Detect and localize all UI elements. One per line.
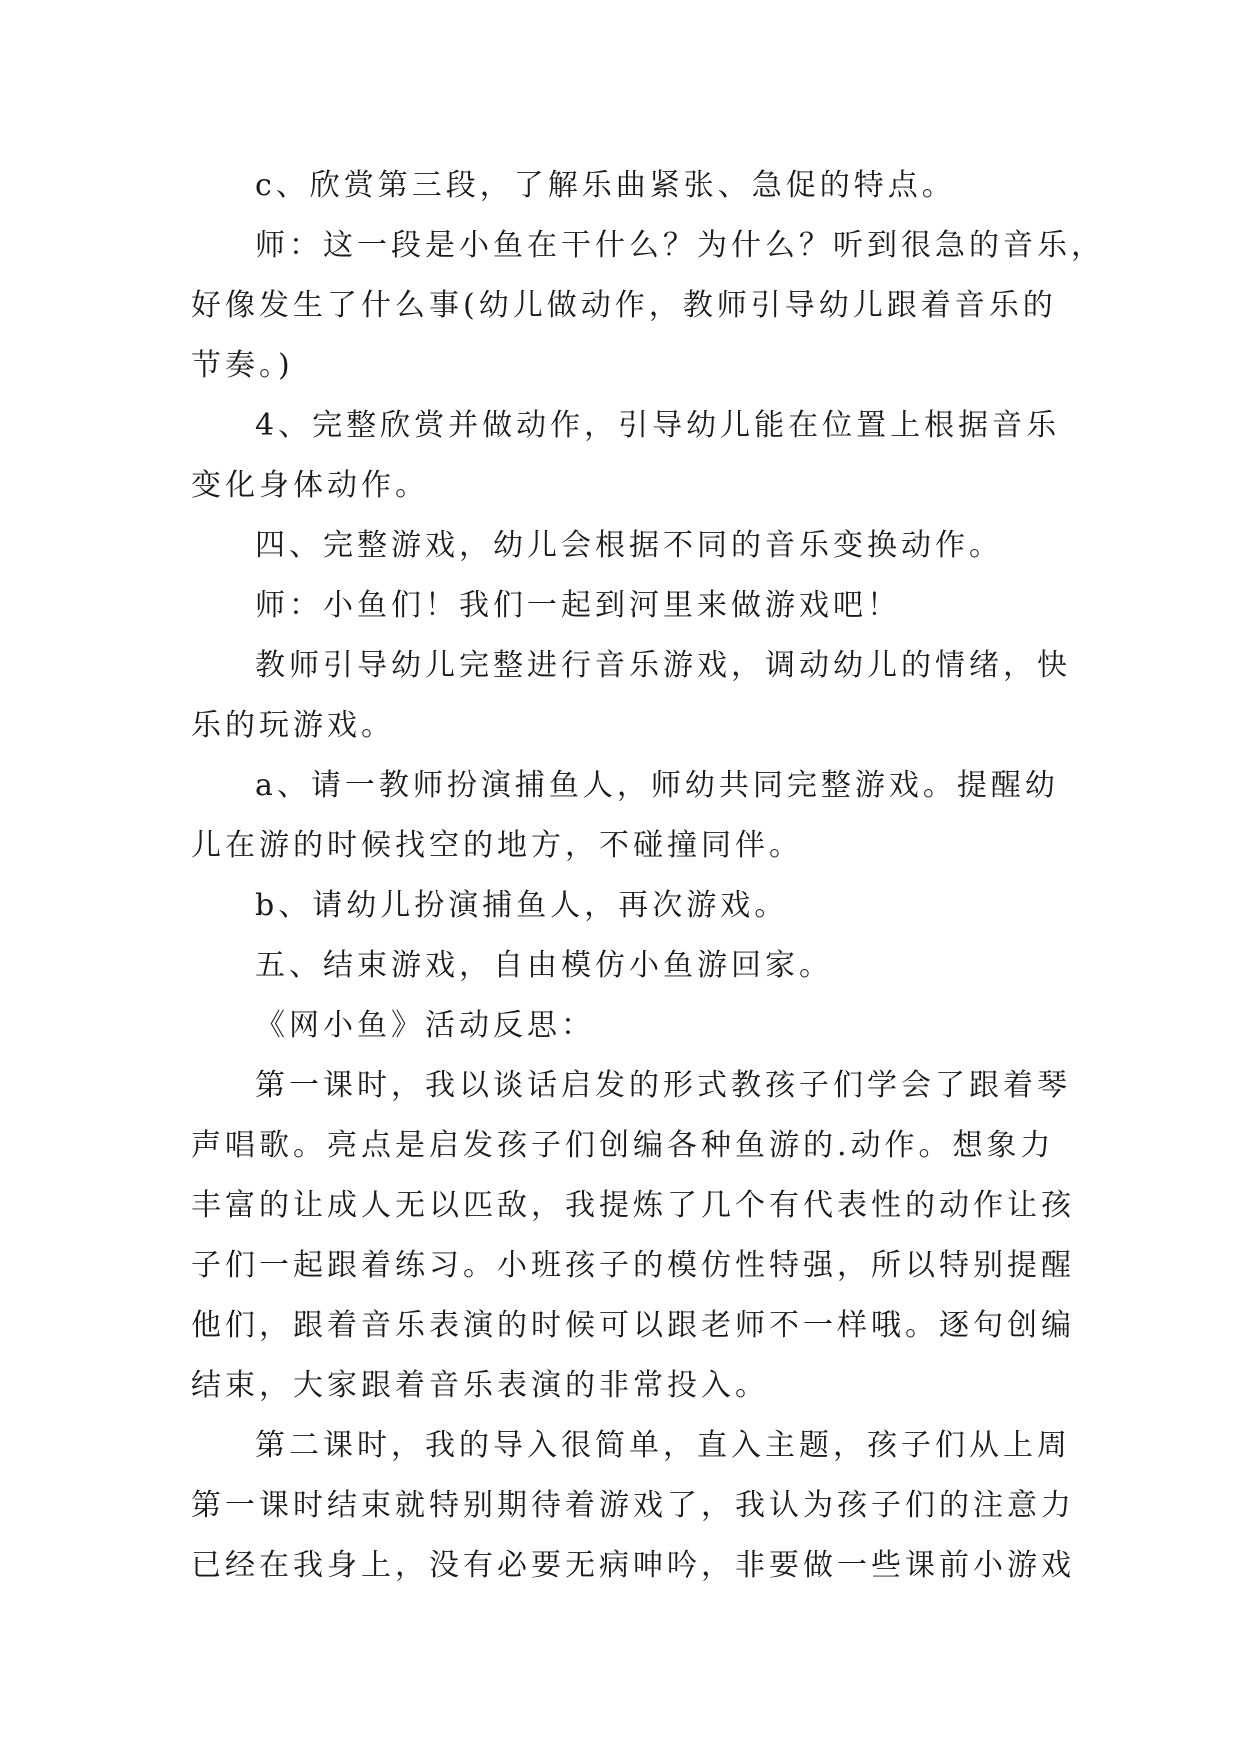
text-line: 乐的玩游戏。 xyxy=(191,708,395,743)
text-line: 结束，大家跟着音乐表演的非常投入。 xyxy=(191,1368,769,1403)
paragraph-b-child-fisherman xyxy=(191,876,1051,936)
text-line: 四、完整游戏，幼儿会根据不同的音乐变换动作。 xyxy=(255,528,1003,563)
paragraph-teacher-invitation xyxy=(191,576,1051,636)
text-line: 师：小鱼们！我们一起到河里来做游戏吧！ xyxy=(255,588,901,623)
text-line: 4、完整欣赏并做动作，引导幼儿能在位置上根据音乐 xyxy=(255,408,1061,443)
text-line: 他们，跟着音乐表演的时候可以跟老师不一样哦。逐句创编 xyxy=(191,1308,1075,1343)
text-line: 声唱歌。亮点是启发孩子们创编各种鱼游的.动作。想象力 xyxy=(191,1128,1055,1163)
paragraph-second-lesson-reflection xyxy=(191,1416,1075,1596)
text-line: 师：这一段是小鱼在干什么？为什么？听到很急的音乐， xyxy=(255,228,1105,263)
text-line: 好像发生了什么事(幼儿做动作，教师引导幼儿跟着音乐的 xyxy=(191,288,1057,323)
text-line: 五、结束游戏，自由模仿小鱼游回家。 xyxy=(255,948,833,983)
text-line: 子们一起跟着练习。小班孩子的模仿性特强，所以特别提醒 xyxy=(191,1248,1075,1283)
paragraph-section-5-end-game xyxy=(191,936,1051,996)
paragraph-a-teacher-fisherman xyxy=(191,756,1059,876)
text-line: 丰富的让成人无以匹敌，我提炼了几个有代表性的动作让孩 xyxy=(191,1188,1075,1223)
text-line: b、请幼儿扮演捕鱼人，再次游戏。 xyxy=(255,888,789,923)
paragraph-section-4-full-game xyxy=(191,516,1051,576)
paragraph-step-4-full-appreciation xyxy=(191,396,1061,516)
paragraph-teacher-guides-game xyxy=(191,636,1071,756)
text-line: c、欣赏第三段，了解乐曲紧张、急促的特点。 xyxy=(255,168,956,203)
text-line: 第二课时，我的导入很简单，直入主题，孩子们从上周 xyxy=(255,1428,1071,1463)
text-line: 教师引导幼儿完整进行音乐游戏，调动幼儿的情绪，快 xyxy=(255,648,1071,683)
text-line: 《网小鱼》活动反思： xyxy=(255,1008,595,1043)
text-line: 第一课时，我以谈话启发的形式教孩子们学会了跟着琴 xyxy=(255,1068,1071,1103)
paragraph-teacher-question-third-section xyxy=(191,216,1105,396)
text-line: a、请一教师扮演捕鱼人，师幼共同完整游戏。提醒幼 xyxy=(255,768,1059,803)
text-line: 第一课时结束就特别期待着游戏了，我认为孩子们的注意力 xyxy=(191,1488,1075,1523)
text-line: 节奏。) xyxy=(191,348,294,383)
text-line: 儿在游的时候找空的地方，不碰撞同伴。 xyxy=(191,828,803,863)
paragraph-reflection-heading xyxy=(191,996,1051,1056)
document-body xyxy=(191,156,1105,1596)
text-line: 变化身体动作。 xyxy=(191,468,429,503)
paragraph-c-appreciate-third-section xyxy=(191,156,1051,216)
paragraph-first-lesson-reflection xyxy=(191,1056,1075,1416)
text-line: 已经在我身上，没有必要无病呻吟，非要做一些课前小游戏 xyxy=(191,1548,1075,1583)
